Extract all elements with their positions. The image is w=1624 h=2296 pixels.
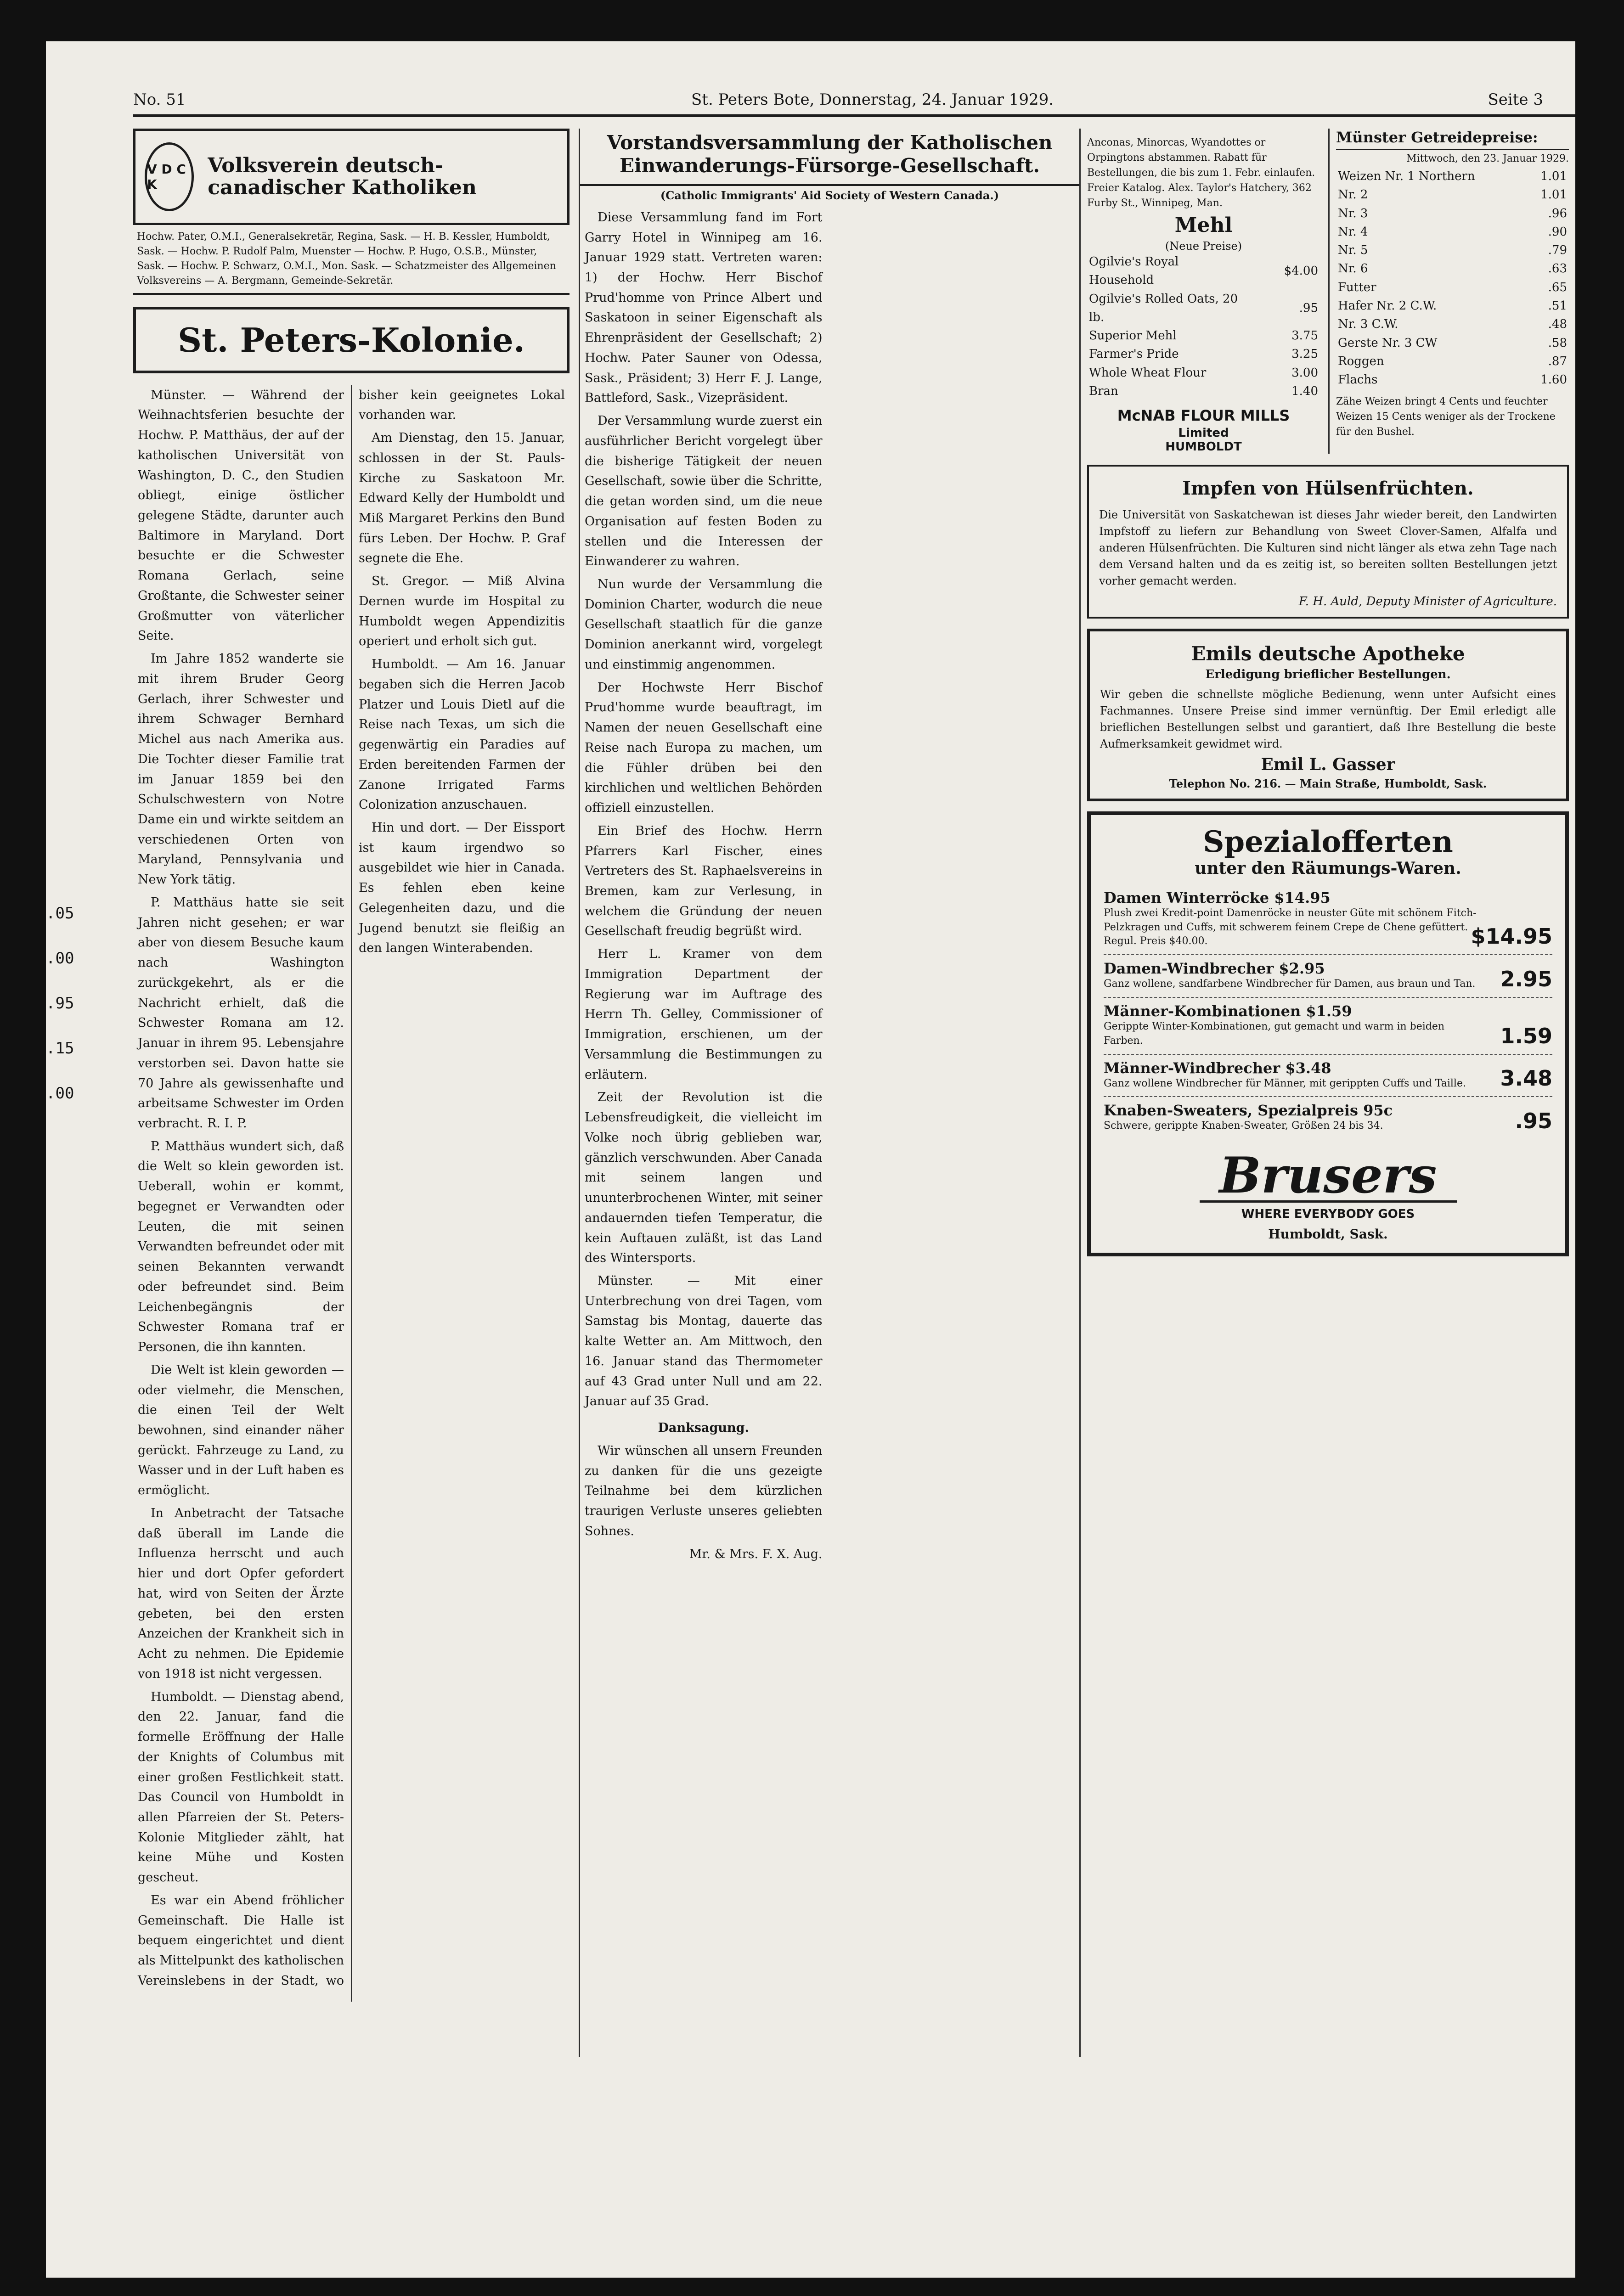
mill-name: McNAB FLOUR MILLS — [1117, 407, 1290, 425]
impfen-notice — [1087, 465, 1569, 619]
offer-price: 2.95 — [1500, 966, 1552, 991]
margin-number: .05 — [46, 904, 74, 923]
margin-number: .00 — [46, 1084, 74, 1103]
offer-name: Damen-Windbrecher $2.95 — [1104, 960, 1325, 978]
table-row — [1087, 364, 1320, 382]
table-row — [1087, 345, 1320, 363]
column-ads — [1079, 129, 1575, 2057]
brusers-logo: Brusers — [1200, 1151, 1457, 1203]
price-value: 1.01 — [1540, 169, 1567, 183]
table-row — [1336, 315, 1569, 333]
price-value: .51 — [1548, 299, 1567, 313]
mill-limited: Limited — [1178, 426, 1229, 440]
grain-block — [1328, 129, 1569, 454]
article-paragraph: Es war ein Abend fröhlicher Gemeinschaft. Die Halle ist bequem eingerichtet und dient als Mittelpunkt des katholischen Vereinslebens in der Stadt, wo bisher kein geeignetes Lokal vorhanden war. — [138, 388, 565, 1988]
offer-item — [1104, 884, 1552, 955]
column-kolonie — [133, 129, 570, 2057]
price-label: Flachs — [1338, 373, 1378, 387]
price-label: Futter — [1338, 280, 1376, 294]
price-value: .58 — [1548, 336, 1567, 350]
price-value: .90 — [1548, 225, 1567, 239]
article-paragraph: Münster. — Mit einer Unterbrechung von drei Tagen, vom Samstag bis Montag, dauerte das kalte Wetter an. Am Mittwoch, den 16. Januar stand das Thermometer auf 43 Grad unter Null und am 22. Januar auf 35 Grad. — [585, 1273, 823, 1409]
table-row — [1336, 259, 1569, 278]
table-row — [1336, 334, 1569, 352]
price-value: 3.75 — [1291, 329, 1318, 343]
table-row — [1336, 352, 1569, 371]
article-paragraph: P. Matthäus wundert sich, daß die Welt so klein geworden ist. Ueberall, wohin er kommt, begegnet er Verwandten oder Leuten, die mit seinen Verwandten befreundet oder mit seinen Bekannten verwandt oder befreundet sind. Beim Leichenbegängnis der Schwester Romana traf er Personen, die ihn kannten. — [138, 1139, 344, 1355]
table-row — [1087, 382, 1320, 400]
price-value: .65 — [1548, 280, 1567, 294]
article-paragraph: Der Hochwste Herr Bischof Prud'homme wurde beauftragt, im Namen der neuen Gesellschaft eine Reise nach Europa zu machen, um die Fühler drüben bei den kirchlichen und weltlichen Behörden offiziell einzustellen. — [585, 680, 823, 816]
price-label: Gerste Nr. 3 CW — [1338, 336, 1438, 350]
table-row — [1087, 290, 1320, 327]
danksagung-title: Danksagung. — [658, 1421, 749, 1435]
price-label: Farmer's Pride — [1089, 347, 1179, 361]
table-row — [1336, 186, 1569, 204]
column-versammlung — [579, 129, 1079, 2057]
price-label: Ogilvie's Royal Household — [1089, 255, 1179, 287]
offer-desc: Schwere, gerippte Knaben-Sweater, Größen 24 bis 34. — [1104, 1120, 1383, 1132]
table-row — [1336, 278, 1569, 297]
offer-price: .95 — [1515, 1109, 1552, 1134]
price-label: Nr. 3 C.W. — [1338, 317, 1398, 332]
apotheke-ad — [1087, 629, 1569, 801]
issue-number: No. 51 — [133, 90, 186, 109]
price-value: .63 — [1548, 262, 1567, 276]
price-value: .96 — [1548, 206, 1567, 220]
hatchery-ad: Anconas, Minorcas, Wyandottes or Orpingtons abstammen. Rabatt für Bestellungen, die bis zum 1. Febr. einlaufen. Freier Katalog. Alex. Taylor's Hatchery, 362 Furby St., Winnipeg, Man. — [1087, 137, 1315, 209]
article-paragraph: Hin und dort. — Der Eissport ist kaum irgendwo so ausgebildet wie hier in Canada. Es fehlen eben keine Gelegenheiten dazu, und die Jugend benutzt sie fleißig an den langen Winterabenden. — [359, 820, 565, 956]
spezial-title: Spezialofferten — [1203, 825, 1453, 860]
table-row — [1336, 371, 1569, 389]
price-value: 1.40 — [1291, 384, 1318, 399]
price-label: Whole Wheat Flour — [1089, 366, 1207, 380]
price-label: Nr. 5 — [1338, 243, 1368, 258]
offer-price: 3.48 — [1500, 1066, 1552, 1091]
article-paragraph: Der Versammlung wurde zuerst ein ausführlicher Bericht vorgelegt über die bisherige Tätigkeit der neuen Gesellschaft, sowie über die Schritte, die getan worden sind, um die neue Organisation auf festen Boden zu stellen und die Interessen der Einwanderer zu wahren. — [585, 414, 823, 569]
versammlung-article — [580, 208, 1079, 1975]
article-paragraph: Am Dienstag, den 15. Januar, schlossen in der St. Pauls-Kirche zu Saskatoon Mr. Edward Kelly der Humboldt und Miß Margaret Perkins den Bund fürs Leben. Der Hochw. P. Graf segnete die Ehe. — [359, 431, 565, 566]
versammlung-subhead: (Catholic Immigrants' Aid Society of Western Canada.) — [660, 188, 999, 202]
article-paragraph: Zeit der Revolution ist die Lebensfreudigkeit, die vielleicht im Volke noch übrig geblieben war, gänzlich verschwunden. Aber Canada mit seinem langen und ununterbrochenen Winter, mit seiner andauernden tiefen Temperatur, die kein Auftauen zuläßt, ist das Land des Wintersports. — [585, 1090, 823, 1266]
article-paragraph: Ein Brief des Hochw. Herrn Pfarrers Karl Fischer, eines Vertreters des St. Raphaelsvereins in Bremen, kam zur Verlesung, in welchem die Gründung der neuen Gesellschaft freudig begrüßt wird. — [585, 823, 823, 939]
price-label: Nr. 6 — [1338, 262, 1368, 276]
offer-price: $14.95 — [1471, 924, 1552, 949]
offer-desc: Ganz wollene Windbrecher für Männer, mit gerippten Cuffs und Taille. — [1104, 1077, 1466, 1089]
article-paragraph: Im Jahre 1852 wanderte sie mit ihrem Bruder Georg Gerlach, ihrer Schwester und ihrem Schwager Bernhard Michel aus nach Amerika aus. Die Tochter dieser Familie trat im Januar 1859 bei den Schulschwestern von Notre Dame ein und wirkte seitdem an verschiedenen Orten von Maryland, Pennsylvania und New York tätig. — [138, 652, 344, 887]
price-value: .87 — [1548, 354, 1567, 368]
brusers-city: Humboldt, Sask. — [1268, 1227, 1388, 1242]
mehl-price-table — [1087, 253, 1320, 400]
offer-name: Knaben-Sweaters, Spezialpreis 95c — [1104, 1102, 1393, 1120]
offer-desc: Ganz wollene, sandfarbene Windbrecher für Damen, aus braun und Tan. — [1104, 978, 1476, 990]
article-paragraph: Herr L. Kramer von dem Immigration Department der Regierung war im Auftrage des Herrn Th. Gelley, Commissioner of Immigration, erschienen, um der Versammlung die Bestimmungen zu erläutern. — [585, 947, 823, 1082]
verein-title: Volksverein deutsch-canadischer Katholiken — [208, 153, 477, 199]
mehl-title: Mehl — [1174, 214, 1233, 237]
grain-price-table — [1336, 167, 1569, 389]
article-paragraph: In Anbetracht der Tatsache daß überall im Lande die Influenza herrscht und auch hier und dort Opfer gefordert hat, wird von Seiten der Ärzte gebeten, bei den ersten Anzeichen der Krankheit sich in Acht zu nehmen. Die Epidemie von 1918 ist nicht vergessen. — [138, 1506, 344, 1681]
impfen-signature: F. H. Auld, Deputy Minister of Agriculture. — [1298, 595, 1557, 609]
mehl-block — [1087, 129, 1320, 454]
left-margin-numbers — [46, 891, 73, 1116]
price-value: 1.01 — [1540, 188, 1567, 202]
article-paragraph: Diese Versammlung fand im Fort Garry Hotel in Winnipeg am 16. Januar 1929 statt. Vertreten waren: 1) der Hochw. Herr Bischof Prud'homme von Prince Albert und Saskatoon in seiner Eigenschaft als Ehrenpräsident der Gesellschaft; 2) Hochw. Pater Sauner von Odessa, Sask., Präsident; 3) Herr F. J. Lange, Battleford, Sask., Vizepräsident. — [585, 210, 823, 405]
offer-item — [1104, 998, 1552, 1055]
danksagung-text: Wir wünschen all unsern Freunden zu danken für die uns gezeigte Teilnahme bei dem kürzlichen traurigen Verluste unseres geliebten Sohnes. — [585, 1443, 823, 1538]
apotheke-footer: Telephon No. 216. — Main Straße, Humboldt, Sask. — [1169, 777, 1487, 791]
offer-desc: Plush zwei Kredit-point Damenröcke in neuster Güte mit schönem Fitch-Pelzkragen und Cuffs, mit schwerem feinem Crepe de Chene gefüttert. Regul. Preis $40.00. — [1104, 907, 1477, 947]
paper-dateline: St. Peters Bote, Donnerstag, 24. Januar 1929. — [691, 90, 1054, 109]
mill-city: HUMBOLDT — [1165, 440, 1242, 454]
offer-name: Männer-Kombinationen $1.59 — [1104, 1002, 1352, 1020]
spezial-subtitle: unter den Räumungs-Waren. — [1195, 858, 1461, 878]
page-number: Seite 3 — [1488, 90, 1543, 109]
grain-title: Münster Getreidepreise: — [1336, 129, 1569, 150]
article-paragraph: Nun wurde der Versammlung die Dominion Charter, wodurch die neue Gesellschaft staatlich für die ganze Dominion anerkannt wird, vorgelegt und einstimmig angenommen. — [585, 577, 823, 672]
price-value: $4.00 — [1284, 264, 1318, 278]
article-paragraph: Humboldt. — Am 16. Januar begaben sich die Herren Jacob Platzer und Louis Dietl auf die Reise nach Texas, um sich die gegenwärtig ein Paradies auf Erden bereitenden Farmen der Zanone Irrigated Farms Colonization anzuschauen. — [359, 657, 565, 812]
mehl-subtitle: (Neue Preise) — [1165, 240, 1242, 253]
prices-row — [1081, 129, 1575, 454]
apotheke-title: Emils deutsche Apotheke — [1191, 642, 1465, 665]
price-value: 3.00 — [1291, 366, 1318, 380]
price-label: Hafer Nr. 2 C.W. — [1338, 299, 1437, 313]
margin-number: .15 — [46, 1039, 74, 1058]
impfen-text: Die Universität von Saskatchewan ist dieses Jahr wieder bereit, den Landwirten Impfstoff zu liefern zur Behandlung von Sweet Clover-Samen, Alfalfa und anderen Hülsenfrüchten. Die Kulturen sind nicht länger als etwa zehn Tage nach dem Versand halten und da es zeitig ist, so bereiten sollten Bestellungen jetzt vorher gemacht werden. — [1099, 508, 1557, 588]
grain-date: Mittwoch, den 23. Januar 1929. — [1406, 153, 1569, 164]
article-paragraph: Die Welt ist klein geworden — oder vielmehr, die Menschen, die einen Teil der Welt bewohnen, sind einander näher gerückt. Fahrzeuge zu Land, zu Wasser und in der Luft haben es ermöglicht. — [138, 1362, 344, 1498]
price-label: Superior Mehl — [1089, 329, 1177, 343]
table-row — [1336, 241, 1569, 259]
offer-item — [1104, 1055, 1552, 1097]
price-value: .95 — [1299, 301, 1318, 315]
price-label: Bran — [1089, 384, 1118, 399]
section-title: St. Peters-Kolonie. — [133, 307, 570, 373]
price-value: 3.25 — [1291, 347, 1318, 361]
margin-number: .00 — [46, 949, 74, 968]
spezial-ad — [1087, 811, 1569, 1256]
price-label: Weizen Nr. 1 Northern — [1338, 169, 1475, 183]
offer-name: Männer-Windbrecher $3.48 — [1104, 1059, 1331, 1077]
masthead — [133, 85, 1575, 117]
price-value: .79 — [1548, 243, 1567, 258]
price-label: Nr. 4 — [1338, 225, 1368, 239]
margin-number: .95 — [46, 994, 74, 1013]
price-value: .48 — [1548, 317, 1567, 332]
offer-name: Damen Winterröcke $14.95 — [1104, 889, 1331, 906]
table-row — [1336, 223, 1569, 241]
price-value: 1.60 — [1540, 373, 1567, 387]
article-paragraph: St. Gregor. — Miß Alvina Dernen wurde im Hospital zu Humboldt wegen Appendizitis operiert und erholt sich gut. — [359, 574, 565, 649]
verein-officers: Hochw. Pater, O.M.I., Generalsekretär, Regina, Sask. — H. B. Kessler, Humboldt, Sask. — Hochw. P. Rudolf Palm, Muenster — Hochw. P. Hugo, O.S.B., Münster, Sask. — Hochw. P. Schwarz, O.M.I., Mon. Sask. — Schatzmeister des Allgemeinen Volksvereins — A. Bergmann, Gemeinde-Sekretär. — [133, 225, 570, 295]
article-paragraph: Münster. — Während der Weihnachtsferien besuchte der Hochw. P. Matthäus, der auf der katholischen Universität von Washington, D. C., den Studien obliegt, einige östlicher gelegene Städte, darunter auch Baltimore in Maryland. Dort besuchte er die Schwester Romana Gerlach, seine Großtante, die Schwester seiner Großmutter von väterlicher Seite. — [138, 388, 344, 643]
offer-item — [1104, 955, 1552, 998]
apotheke-owner: Emil L. Gasser — [1261, 755, 1395, 775]
brusers-tagline: WHERE EVERYBODY GOES — [1241, 1207, 1415, 1221]
offer-price: 1.59 — [1500, 1023, 1552, 1048]
table-row — [1087, 326, 1320, 345]
offer-item — [1104, 1097, 1552, 1139]
grain-note: Zähe Weizen bringt 4 Cents und feuchter Weizen 15 Cents weniger als der Trockene für den Bushel. — [1336, 395, 1556, 438]
price-label: Nr. 2 — [1338, 188, 1368, 202]
impfen-title: Impfen von Hülsenfrüchten. — [1182, 478, 1474, 500]
kolonie-articles — [133, 385, 570, 2002]
table-row — [1336, 204, 1569, 223]
versammlung-headline: Vorstandsversammlung der Katholischen Einwanderungs-Fürsorge-Gesellschaft. — [580, 129, 1079, 186]
offer-desc: Gerippte Winter-Kombinationen, gut gemacht und warm in beiden Farben. — [1104, 1020, 1445, 1047]
apotheke-subtitle: Erledigung brieflicher Bestellungen. — [1205, 668, 1451, 682]
verein-banner — [133, 129, 570, 225]
table-row — [1336, 167, 1569, 186]
price-label: Ogilvie's Rolled Oats, 20 lb. — [1089, 292, 1238, 324]
table-row — [1087, 253, 1320, 290]
article-paragraph: P. Matthäus hatte sie seit Jahren nicht gesehen; er war aber von diesem Besuche kaum nach Washington zurückgekehrt, als er die Nachricht erhielt, daß die Schwester Romana am 12. Januar in ihrem 95. Lebensjahre verstorben sei. Davon hatte sie 70 Jahre als gewissenhafte und arbeitsame Schwester im Orden verbracht. R. I. P. — [138, 895, 344, 1131]
verein-seal-icon: V D C K — [145, 142, 194, 211]
price-label: Roggen — [1338, 354, 1384, 368]
danksagung-signature: Mr. & Mrs. F. X. Aug. — [689, 1547, 823, 1561]
price-label: Nr. 3 — [1338, 206, 1368, 220]
apotheke-text: Wir geben die schnellste mögliche Bedienung, wenn unter Aufsicht eines Fachmannes. Unsere Preise sind immer vernünftig. Der Emil erledigt alle brieflichen Bestellungen selbst und garantiert, daß Ihre Bestellung die beste Aufmerksamkeit gewidmet wird. — [1100, 688, 1556, 751]
newspaper-page — [46, 41, 1575, 2278]
article-paragraph: Humboldt. — Dienstag abend, den 22. Januar, fand die formelle Eröffnung der Halle der Knights of Columbus mit einer großen Festlichkeit statt. Das Council von Humboldt in allen Pfarreien der St. Peters-Kolonie Mitglieder zählt, hat keine Mühe und Kosten gescheut. — [138, 1689, 344, 1885]
table-row — [1336, 297, 1569, 315]
